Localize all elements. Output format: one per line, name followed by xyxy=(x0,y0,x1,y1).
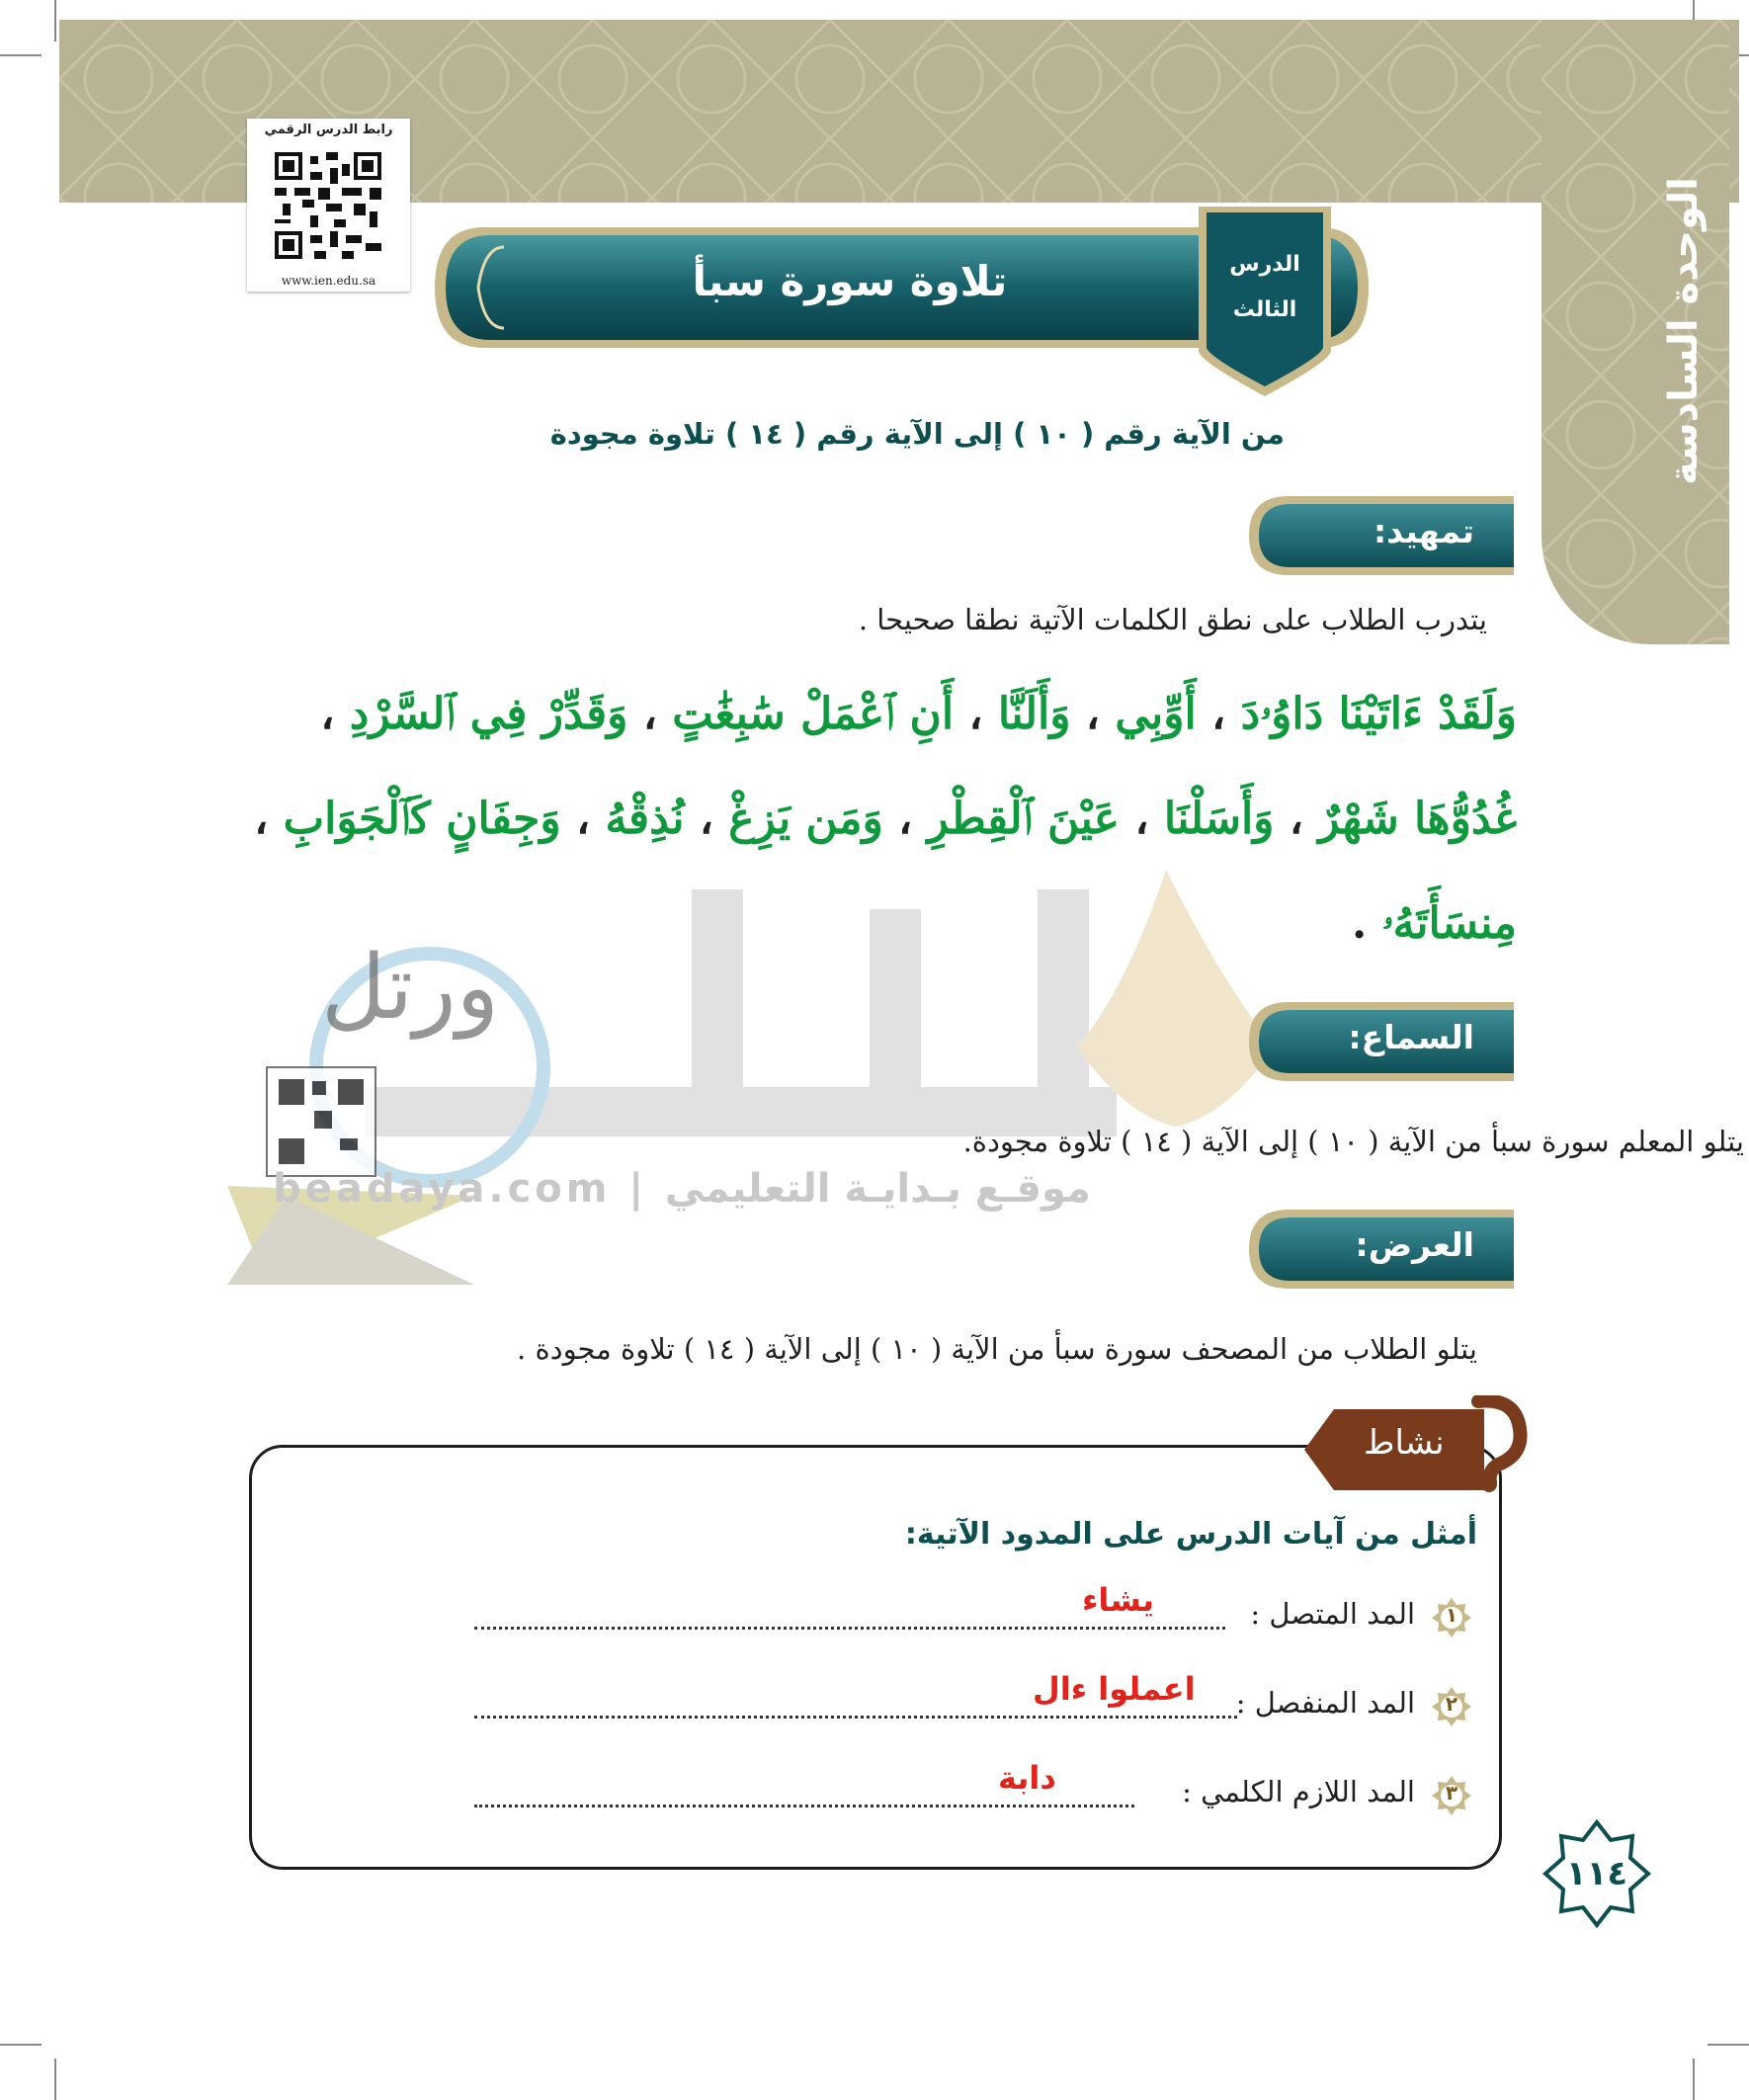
unit-title: الوحدة السادسة xyxy=(1661,177,1707,485)
badge-line-2: الثالث xyxy=(1232,297,1297,322)
activity-question: أمثل من آيات الدرس على المدود الآتية: xyxy=(904,1517,1477,1552)
activity-item xyxy=(474,1670,1472,1739)
item-label: المد المتصل : xyxy=(1250,1597,1415,1631)
activity-tab xyxy=(1304,1395,1532,1492)
badge-line-1: الدرس xyxy=(1229,252,1300,277)
section-heading-presentation xyxy=(1247,1208,1514,1291)
crop-mark xyxy=(0,54,42,56)
item-number: ٢ xyxy=(1445,1692,1458,1716)
presentation-heading: العرض: xyxy=(1355,1225,1474,1264)
item-label: المد اللازم الكلمي : xyxy=(1182,1775,1415,1808)
presentation-text: يتلو الطلاب من المصحف سورة سبأ من الآية ( ١٠ ) إلى الآية ( ١٤ ) تلاوة مجودة . xyxy=(517,1332,1477,1366)
qr-caption: رابط الدرس الرقمي xyxy=(264,123,393,137)
question-mark-icon xyxy=(1474,1465,1504,1494)
quran-word: غُدُوُّهَا شَهْرٌ xyxy=(1318,794,1517,844)
item-answer: اعملوا ءال xyxy=(1033,1670,1196,1708)
activity-item xyxy=(474,1581,1472,1650)
quran-word: وَأَلَنَّا xyxy=(997,689,1071,739)
item-number: ٣ xyxy=(1445,1781,1458,1805)
page-number xyxy=(1541,1818,1652,1929)
quran-word: وَجِفَانٍ كَٱلْجَوَابِ xyxy=(283,794,561,844)
item-label: المد المنفصل : xyxy=(1235,1686,1415,1720)
quran-word: أَوِّبِي xyxy=(1115,689,1197,739)
intro-heading: تمهيد: xyxy=(1373,512,1474,550)
quran-word: وَمَن يَزِغْ xyxy=(728,794,883,844)
quran-word: مِنسَأَتَهُۥ xyxy=(1381,898,1517,949)
crop-mark xyxy=(1707,2044,1749,2046)
quran-word: وَلَقَدْ ءَاتَيْنَا دَاوُۥدَ xyxy=(1240,689,1517,739)
crop-mark xyxy=(0,2044,42,2046)
listening-heading: السماع: xyxy=(1348,1018,1474,1056)
item-answer: يشاء xyxy=(1082,1581,1154,1619)
answer-line[interactable] xyxy=(474,1805,1134,1807)
quran-word: نُذِقْهُ xyxy=(605,794,685,844)
section-heading-listening xyxy=(1247,1000,1514,1083)
activity-label: نشاط xyxy=(1364,1423,1445,1463)
quran-word: أَنِ ٱعْمَلْ سَٰبِغَٰتٍ xyxy=(672,689,955,739)
page-number-text: ١١٤ xyxy=(1565,1854,1628,1893)
digital-lesson-qr[interactable] xyxy=(247,119,410,292)
quran-word: عَيْنَ ٱلْقِطْرِ xyxy=(927,794,1120,844)
answer-line[interactable] xyxy=(474,1716,1237,1719)
item-answer: دابة xyxy=(998,1759,1056,1797)
crop-mark xyxy=(54,2058,56,2100)
listening-text: يتلو المعلم سورة سبأ من الآية ( ١٠ ) إلى الآية ( ١٤ ) تلاوة مجودة. xyxy=(962,1125,1744,1158)
watermark-text: beadaya.com | موقـع بـدايـة التعليمي xyxy=(273,1166,1091,1212)
qr-code-icon xyxy=(275,152,381,259)
lesson-number-badge xyxy=(1191,203,1339,398)
activity-item xyxy=(474,1759,1472,1828)
section-heading-intro xyxy=(1247,494,1514,577)
answer-line[interactable] xyxy=(474,1627,1225,1630)
quran-word: وَقَدِّرْ فِي ٱلسَّرْدِ xyxy=(349,689,628,739)
unit-side-tab xyxy=(1541,20,1729,644)
intro-text: يتدرب الطلاب على نطق الكلمات الآتية نطقا صحيحا . xyxy=(858,603,1487,636)
qr-url: www.ien.edu.sa xyxy=(281,274,376,288)
quran-words: وَلَقَدْ ءَاتَيْنَا دَاوُۥدَ ، أَوِّبِي ، وَأَلَنَّا ، أَنِ ٱعْمَلْ سَٰبِغَٰتٍ ، وَقَدِّرْ فِي ٱلسَّرْدِ ، غُدُوُّهَا شَهْرٌ ، وَأَسَلْنَا ، عَيْنَ ٱلْقِطْرِ ، وَمَن يَزِغْ ، نُذِقْهُ ، وَجِفَانٍ كَٱلْجَوَابِ ، مِنسَأَتَهُۥ . xyxy=(254,689,1517,949)
svg-text:ورتل: ورتل xyxy=(321,936,500,1040)
crop-mark xyxy=(54,0,56,42)
crop-mark xyxy=(1693,2058,1695,2100)
lesson-subtitle: من الآية رقم ( ١٠ ) إلى الآية رقم ( ١٤ ) تلاوة مجودة xyxy=(549,417,1285,451)
quran-word: وَأَسَلْنَا xyxy=(1163,794,1275,844)
lesson-title: تلاوة سورة سبأ xyxy=(692,257,1008,305)
item-number: ١ xyxy=(1445,1603,1458,1627)
